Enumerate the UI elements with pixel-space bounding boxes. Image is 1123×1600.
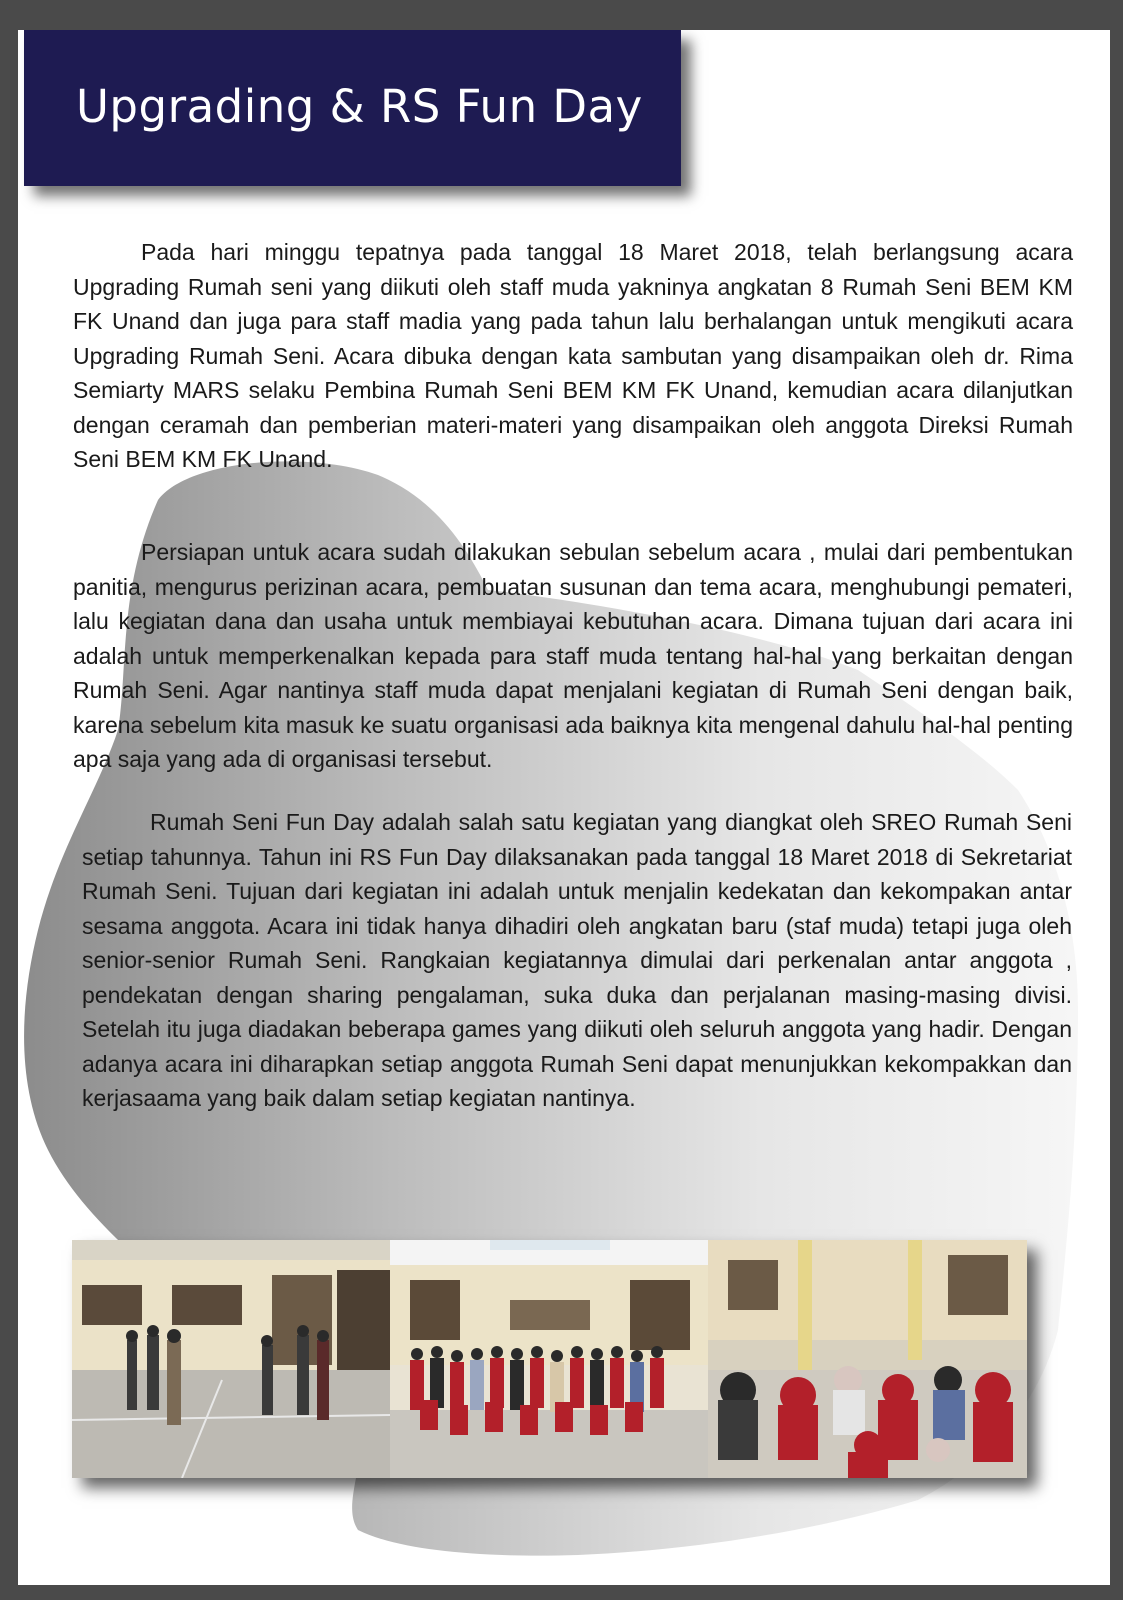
page-title: Upgrading & RS Fun Day — [76, 80, 643, 133]
paragraph-fun-day: Rumah Seni Fun Day adalah salah satu kegiatan yang diangkat oleh SREO Rumah Seni setiap tahunnya. Tahun ini RS Fun Day dilaksanakan pada tanggal 18 Maret 2018 di Sekretariat Rumah Seni. Tujuan dari kegiatan ini adalah untuk menjalin kedekatan dan kekompakan antar sesama anggota. Acara ini tidak hanya dihadiri oleh angkatan baru (staf muda) tetapi juga oleh senior-senior Rumah Seni. Rangkaian kegiatannya dimulai dari perkenalan antar anggota , pendekatan dengan sharing pengalaman, suka duka dan perjalanan masing-masing divisi. Setelah itu juga diadakan beberapa games yang diikuti oleh seluruh anggota yang hadir. Dengan adanya acara ini diharapkan setiap anggota Rumah Seni dapat menunjukkan kekompakkan dan kerjasaama yang baik dalam setiap kegiatan nantinya. — [82, 809, 1072, 1111]
title-banner — [24, 30, 681, 186]
photo-courtyard — [72, 1240, 390, 1478]
magazine-page — [18, 30, 1110, 1585]
paragraph-upgrading: Pada hari minggu tepatnya pada tanggal 18 Maret 2018, telah berlangsung acara Upgrading Rumah seni yang diikuti oleh staff muda yakninya angkatan 8 Rumah Seni BEM KM FK Unand dan juga para staff madia yang pada tahun lalu berhalangan untuk mengikuti acara Upgrading Rumah Seni. Acara dibuka dengan kata sambutan yang disampaikan oleh dr. Rima Semiarty MARS selaku Pembina Rumah Seni BEM KM FK Unand, kemudian acara dilanjutkan dengan ceramah dan pemberian materi-materi yang disampaikan oleh anggota Direksi Rumah Seni BEM KM FK Unand. — [73, 239, 1073, 472]
photo-strip — [72, 1240, 1027, 1478]
photo-group — [390, 1240, 708, 1478]
paragraph-preparation: Persiapan untuk acara sudah dilakukan sebulan sebelum acara , mulai dari pembentukan panitia, mengurus perizinan acara, pembuatan susunan dan tema acara, menghubungi pemateri, lalu kegiatan dana dan usaha untuk membiayai kebutuhan acara. Dimana tujuan dari acara ini adalah untuk memperkenalkan kepada para staff muda tentang hal-hal yang berkaitan dengan Rumah Seni. Agar nantinya staff muda dapat menjalani kegiatan di Rumah Seni dengan baik, karena sebelum kita masuk ke suatu organisasi ada baiknya kita mengenal dahulu hal-hal penting apa saja yang ada di organisasi tersebut. — [73, 539, 1073, 772]
photo-games — [708, 1240, 1027, 1478]
